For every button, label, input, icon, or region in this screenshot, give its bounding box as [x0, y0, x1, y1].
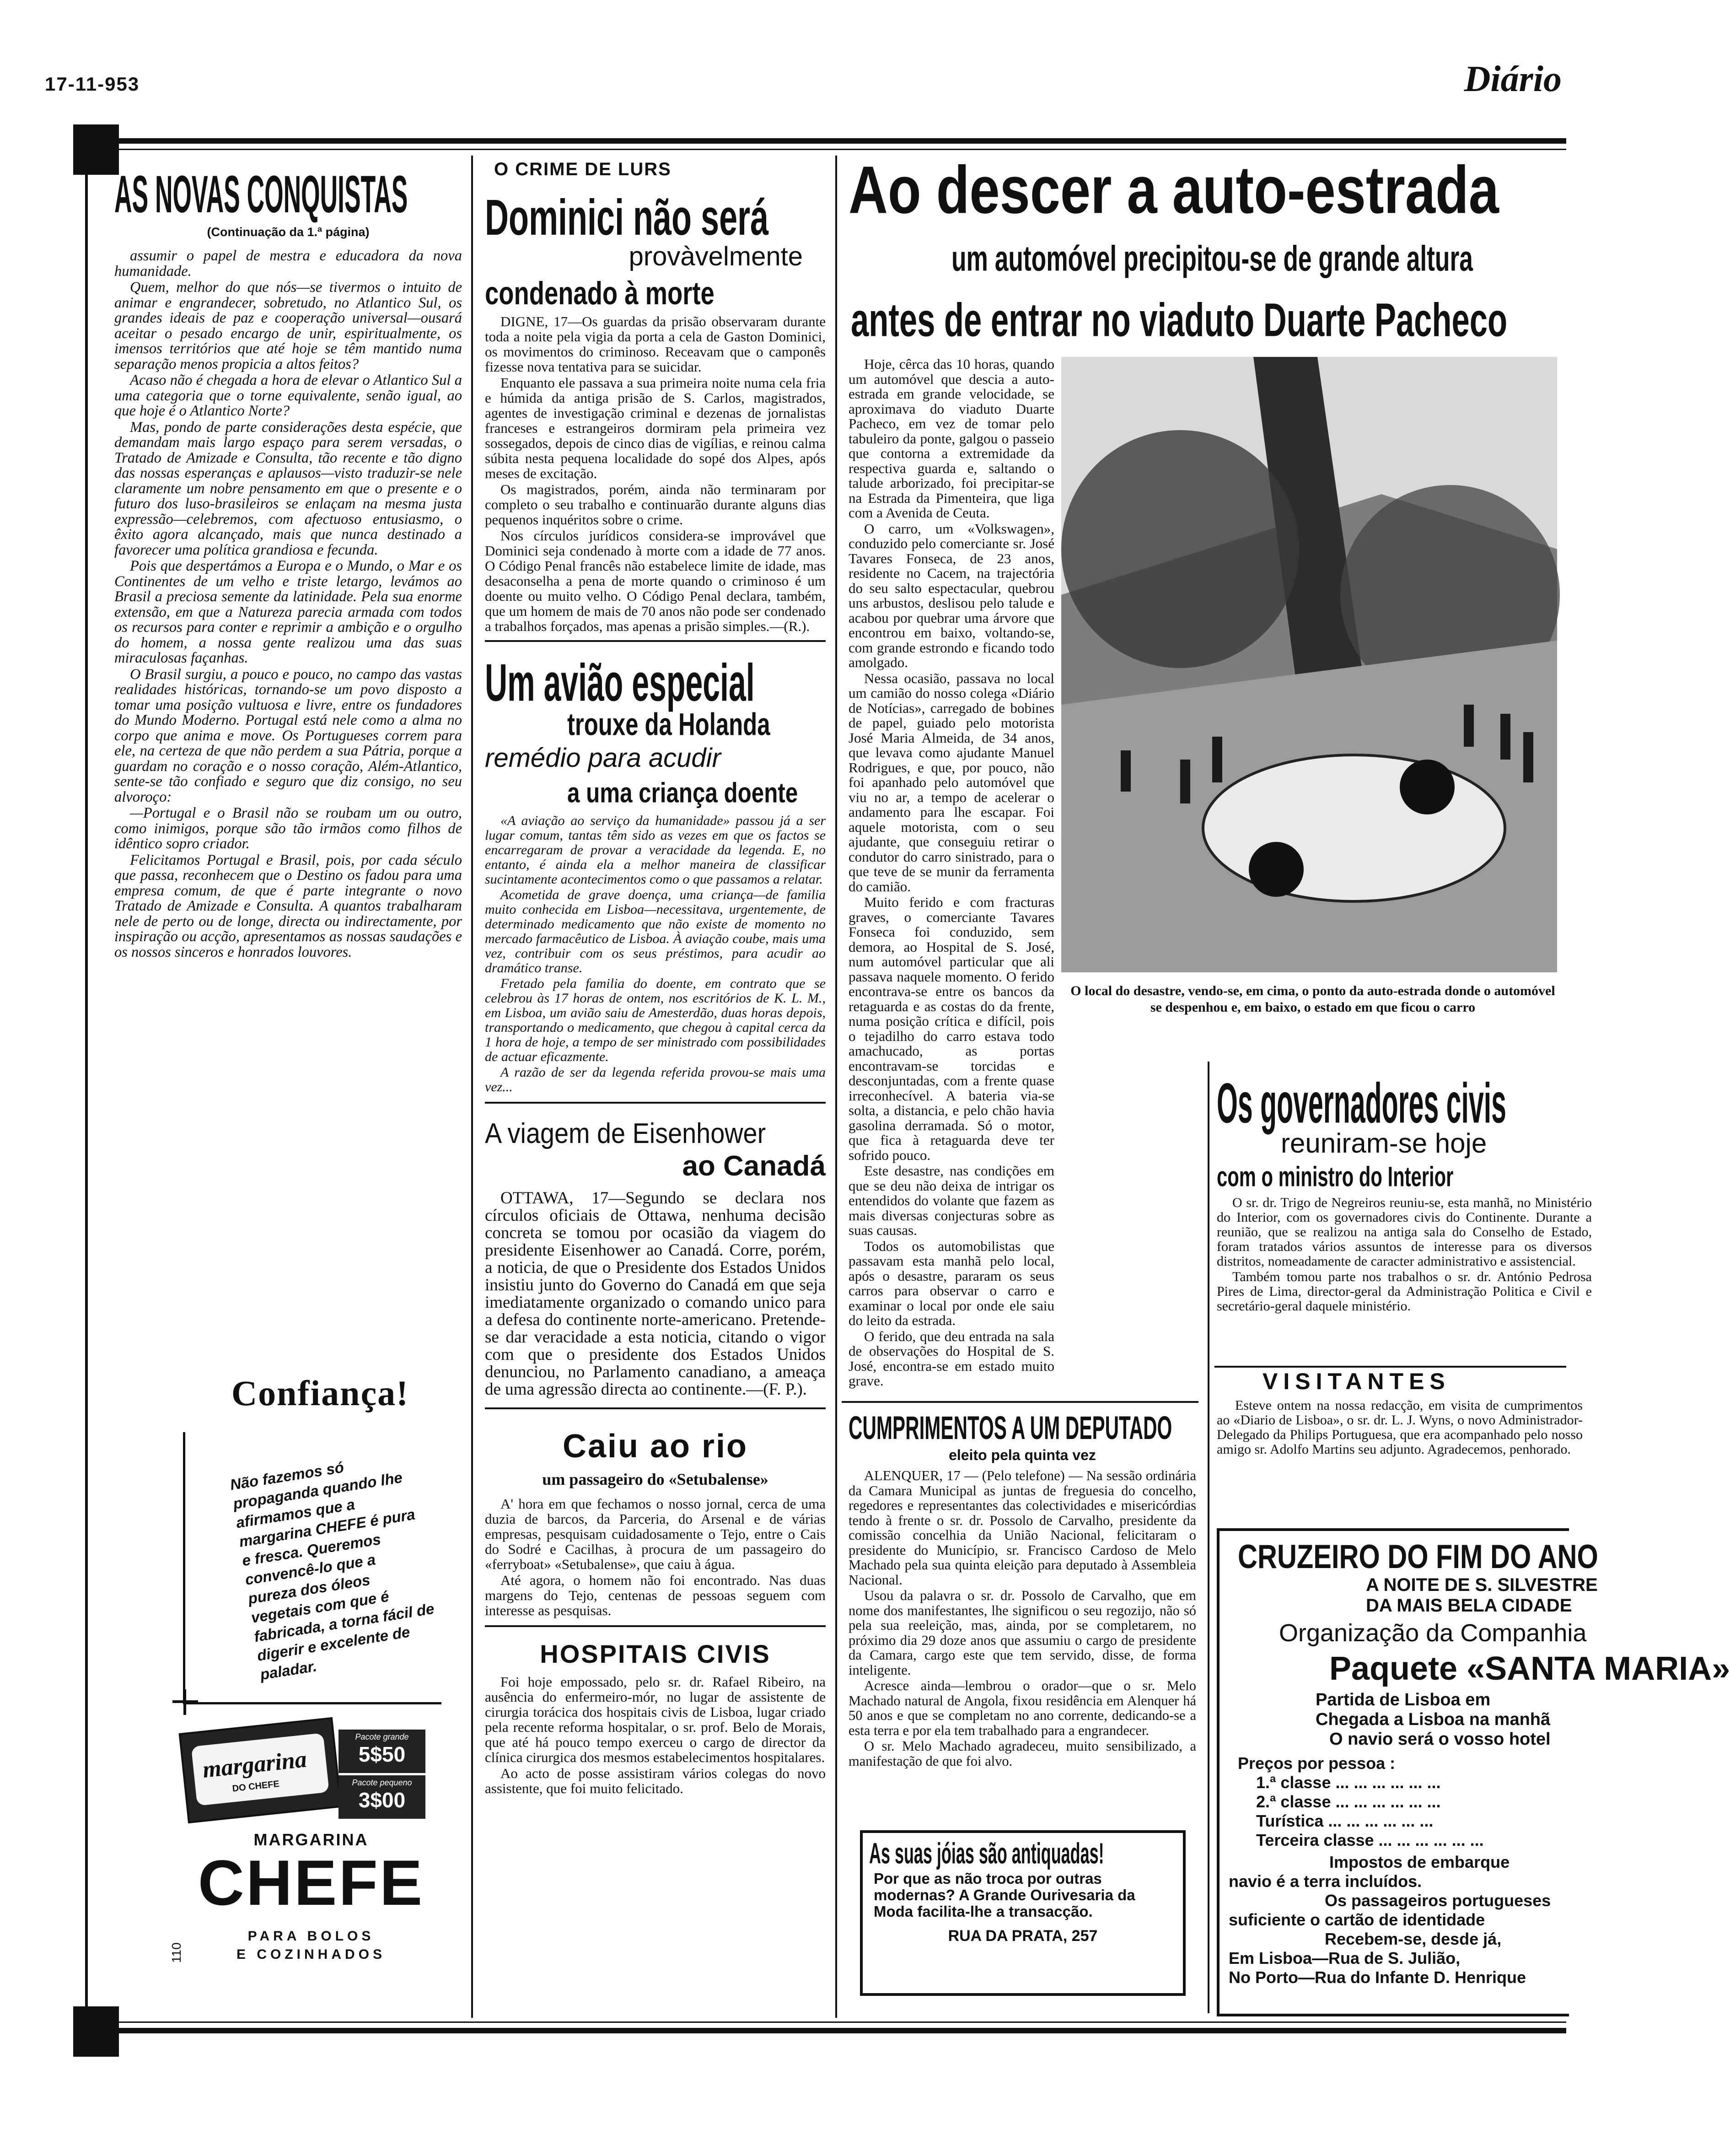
- ourivesaria-head: As suas jóias são antiquadas!: [869, 1837, 1104, 1870]
- ourivesaria-text: Por que as não troca por outras modernas? A Grande Ourivesaria da Moda facilita-lhe a transacção.: [874, 1870, 1135, 1920]
- hosp-head: HOSPITAIS CIVIS: [540, 1639, 771, 1668]
- caiu-body: [485, 1496, 826, 1618]
- rule-visitantes: [1214, 1366, 1566, 1368]
- main-body: [849, 357, 1054, 1390]
- gov-head-3: com o ministro do Interior: [1217, 1161, 1454, 1193]
- aviao-head-2: trouxe da Holanda: [567, 707, 770, 742]
- cruzeiro-passengers-2: suficiente o cartão de identidade: [1229, 1910, 1485, 1929]
- brand-big: CHEFE: [198, 1847, 424, 1919]
- caiu-head-2: um passageiro do «Setubalense»: [542, 1470, 768, 1488]
- eisen-head-1: A viagem de Eisenhower: [485, 1118, 766, 1149]
- aviao-paragraph: A razão de ser da legenda referida provou-se mais uma vez...: [485, 1065, 826, 1094]
- rule-right-col: [1208, 1062, 1209, 2013]
- col1-paragraph: Mas, pondo de parte considerações desta espécie, que demandam mais largo espaço para serem versadas, o Tratado de Amizade e Consulta, tão recente e tão digno das nossas esperanças e aplausos—visto traduzir-se nele claramente um nobre pensamento em que o presente e o futuro dos luso-brasileiros se enlaçam na mesma justa expressão—celebremos, com afectuoso entusiasmo, o êxito agora alcançado, mais que nunca destinado a favorecer uma política grandiosa e fecunda.: [114, 419, 462, 558]
- cruzeiro-passengers: Os passageiros portugueses: [1325, 1891, 1551, 1910]
- hosp-body: [485, 1674, 826, 1796]
- dominici-head-1: Dominici não será: [485, 189, 769, 246]
- top-rule-thick: [73, 138, 1566, 144]
- cruzeiro-sub-1: A NOITE DE S. SILVESTRE: [1366, 1575, 1598, 1595]
- eisen-body: [485, 1190, 826, 1398]
- visitantes-body: Esteve ontem na nossa redacção, em visita de cumprimentos ao «Diario de Lisboa», o sr. dr. L. J. Wyns, o novo Administrador-Delegado da Philips Portuguesa, que era acompanhado pelo nosso amigo sr. Adolfo Martins seu adjunto. Agradecemos, penhorado.: [1217, 1398, 1583, 1457]
- usage-2: E COZINHADOS: [236, 1947, 386, 1962]
- dominici-head-3: condenado à morte: [485, 275, 715, 312]
- col1-continuation: (Continuação da 1.ª página): [207, 225, 370, 239]
- dominici-paragraph: Os magistrados, porém, ainda não terminaram por completo o seu trabalho e continuarão durante alguns dias pequenos inquéritos sobre o crime.: [485, 481, 826, 528]
- main-head-3: antes de entrar no viaduto Duarte Pacheco: [851, 293, 1508, 346]
- deputado-head-1: CUMPRIMENTOS A UM DEPUTADO: [849, 1410, 1172, 1446]
- dominici-paragraph: Enquanto ele passava a sua primeira noite numa cela fria e húmida da antiga prisão de S. Carlos, magistrados, agentes de investigação criminal e dezenas de jornalistas franceses e estrangeiros dormiram pela primeira vez sossegados, depois de cinco dias de vigílias, e reinou calma súbita nesta pequena localidade do sopé dos Alpes, após meses de excitação.: [485, 375, 826, 481]
- ad-chefe-letter: Não fazemos só propaganda quando lhe afirmamos que a margarina CHEFE é pura e fresca. Queremos convencê-lo que a pureza dos óleos vegetais com que é fabricada, a torna fácil de digerir e excelente de paladar.: [229, 1458, 435, 1683]
- cruzeiro-class-row: Terceira classe ... ... ... ... ... ...: [1256, 1831, 1484, 1849]
- accident-photo-art: [1061, 357, 1557, 972]
- cruzeiro-class-row: 2.ª classe ... ... ... ... ... ...: [1256, 1792, 1441, 1811]
- margarine-pack: [179, 1717, 342, 1823]
- cruzeiro-taxes: Impostos de embarque: [1329, 1853, 1510, 1871]
- main-paragraph: Nessa ocasião, passava no local um camião do nosso colega «Diário de Notícias», carregado de bobines de papel, guiado pelo motorista José Maria Almeida, de 34 anos, que levava como ajudante Manuel Rodrigues, e que, por pouco, não foi apanhado pelo automóvel que viu no ar, a tempo de acelerar o andamento para lhe escapar. Foi aquele motorista, com o seu ajudante, que conseguiu retirar o condutor do carro sinistrado, para o que teve de se munir da ferramenta do camião.: [849, 670, 1054, 895]
- aviao-body: [485, 814, 826, 1094]
- photo-caption: O local do desastre, vendo-se, em cima, o ponto da auto-estrada donde o automóvel se despenhou e, em baixo, o estado em que ficou o carro: [1070, 983, 1555, 1015]
- cruzeiro-taxes-2: navio é a terra incluídos.: [1229, 1872, 1422, 1891]
- page-date: 17-11-953: [45, 73, 140, 95]
- main-paragraph: Todos os automobilistas que passavam esta manhã pelo local, após o desastre, pararam os seus carros para observar o carro e examinar o local por onde ele saiu do leito da estrada.: [849, 1238, 1054, 1328]
- dominici-head-2: provàvelmente: [629, 242, 803, 271]
- dominici-paragraph: DIGNE, 17—Os guardas da prisão observaram durante toda a noite pela vigia da porta a cela de Gaston Dominici, os movimentos do criminoso. Receavam que o camponês fizesse nova tentativa para se suicidar.: [485, 313, 826, 375]
- col1-article: [114, 165, 462, 961]
- top-rule-thin: [73, 149, 1566, 150]
- cruzeiro-class-row: Turística ... ... ... ... ... ...: [1256, 1811, 1434, 1830]
- col1-paragraph: Felicitamos Portugal e Brasil, pois, por cada século que passa, reconhecem que o Destino os fadou para uma empresa comum, de que é parte integrante o novo Tratado de Amizade e Consulta. A quantos trabalharam nele de perto ou de longe, directa ou indirectamente, por inspiração ou acção, apresentamos as nossas saudações e os nossos sinceros e honrados louvores.: [114, 852, 462, 960]
- ad-cruzeiro: [1217, 1528, 1730, 2016]
- main-paragraph: Hoje, cêrca das 10 horas, quando um automóvel que descia a auto-estrada em grande velocidade, se aproximava do viaduto Duarte Pacheco, em vez de tomar pelo tabuleiro da ponte, galgou o passeio que contorna a extremidade da respectiva guarda e, saltando o talude arborizado, foi precipitar-se na Estrada da Pimenteira, que liga com a Avenida de Ceuta.: [849, 356, 1054, 521]
- aviao-paragraph: Acometida de grave doença, uma criança—de familia muito conhecida em Lisboa—necessitava, urgentemente, de determinado medicamento que não existe de momento no mercado farmacêutico de Lisboa. À aviação coube, mais uma vez, contribuir com os seus préstimos, para acudir ao dramático transe.: [485, 887, 826, 976]
- cruzeiro-home: O navio será o vosso hotel: [1329, 1730, 1551, 1749]
- left-border: [85, 174, 88, 2018]
- governadores-article: [1217, 1071, 1592, 1364]
- aviao-paragraph: «A aviação ao serviço da humanidade» passou já a ser lugar comum, tantas têm sido as vezes em que os factos se encarregaram de provar a veracidade da legenda. E, no entanto, é ainda ela a melhor maneira de classificar sucintamente acontecimentos como o que passamos a relatar.: [485, 813, 826, 887]
- cruzeiro-org: Organização da Companhia: [1279, 1619, 1587, 1647]
- col2: [485, 156, 826, 1797]
- gov-paragraph: Também tomou parte nos trabalhos o sr. dr. António Pedrosa Pires de Lima, director-geral da Administração Politica e Civil e secretário-geral daquele ministério.: [1217, 1269, 1592, 1314]
- col1-title: AS NOVAS CONQUISTAS: [114, 165, 408, 224]
- price-tag-small: [338, 1775, 425, 1819]
- main-head-2: um automóvel precipitou-se de grande altura: [951, 238, 1473, 279]
- deputado-paragraph: Acresce ainda—lembrou o orador—que o sr. Melo Machado natural de Angola, fixou residência em Alenquer há 50 anos e que se completam no ano corrente, dedicando-se a esta terra e por ela tem trabalhado para a engrandecer.: [849, 1678, 1196, 1738]
- deputado-article: [849, 1409, 1196, 1769]
- ad-ourivesaria: [860, 1830, 1186, 1996]
- rule-dominici: [485, 640, 826, 642]
- deputado-body: [849, 1468, 1196, 1768]
- caiu-paragraph: A' hora em que fechamos o nosso jornal, cerca de uma duzia de barcos, da Parceria, do Arsenal e de várias empresas, pesquisam cuidadosamente o Tejo, entre o Cais do Sodré e Cacilhas, à procura de um passageiro do «ferryboat» «Setubalense», que caiu à água.: [485, 1496, 826, 1572]
- ad-ref-number: 110: [169, 1942, 183, 1963]
- aviao-head-3: remédio para acudir: [485, 743, 721, 773]
- gov-body: [1217, 1196, 1592, 1314]
- gov-head-2: reuniram-se hoje: [1281, 1128, 1487, 1159]
- price-small-label: Pacote pequeno: [352, 1778, 412, 1787]
- cruzeiro-sub-2: DA MAIS BELA CIDADE: [1366, 1595, 1572, 1616]
- deputado-paragraph: Usou da palavra o sr. dr. Possolo de Carvalho, que em nome dos manifestantes, lhe significou o seu regozijo, não só pela sua reeleição, mas, ainda, por se completarem, no próximo dia 29 doze anos que assumiu o cargo de presidente da Camara, cargo este que tem servido, disse, de forma inteligente.: [849, 1588, 1196, 1678]
- ad-chefe-slogan: Confiança!: [231, 1373, 409, 1413]
- col1-paragraph: O Brasil surgiu, a pouco e pouco, no campo das vastas realidades históricas, tornando-se um povo disposto a tomar uma posição vultuosa e livre, entre os fundadores do Mundo Moderno. Portugal está nele como a alma no corpo que anima e move. Os Portugueses correm para ele, na certeza de que não perdem a sua Pátria, porque a guardam no coração e o nosso coração, Além-Atlantico, sente-se tão confiado e seguro que diz consigo, no seu alvoroço:: [114, 666, 462, 805]
- col1-paragraph: Acaso não é chegada a hora de elevar o Atlantico Sul a uma categoria que o torne equivalente, senão igual, ao que hoje é o Atlantico Norte?: [114, 372, 462, 419]
- rule-eisen: [485, 1407, 826, 1409]
- col1-body: [114, 248, 462, 960]
- cruzeiro-arrival: Chegada a Lisboa na manhã: [1316, 1710, 1551, 1729]
- bottom-rule-thin: [73, 2021, 1566, 2023]
- ad-chefe: [169, 1373, 467, 2004]
- rule-caiu: [485, 1625, 826, 1627]
- dominici-paragraph: Nos círculos jurídicos considera-se improvável que Dominici seja condenado à morte com a idade de 77 anos. O Código Penal francês não estabelece limite de idade, mas desaconselha a pena de morte quando o criminoso é um doente ou muito velho. O Código Penal declara, também, que um homem de mais de 70 anos não pode ser condenado a trabalhos forçados, mas apenas a prisão simples.—(R.).: [485, 528, 826, 634]
- deputado-head-2: eleito pela quinta vez: [949, 1447, 1096, 1463]
- hosp-paragraph: Foi hoje empossado, pelo sr. dr. Rafael Ribeiro, na ausência do enfermeiro-mór, no lugar de assistente de cirurgia torácica dos hospitais civis de Lisboa, lugar criado pela recente reforma hospitalar, o sr. prof. Belo de Morais, que até há pouco tempo exerceu o cargo de director da clínica cirurgica dos mesmos estabelecimentos hospitalares.: [485, 1674, 826, 1765]
- ourivesaria-address: RUA DA PRATA, 257: [948, 1927, 1098, 1945]
- col1-paragraph: Pois que despertámos a Europa e o Mundo, o Mar e os Continentes de um velho e triste letargo, levámos ao Brasil a preciosa semente da latinidade. Pela sua enorme extensão, em que a Natureza parecia armada com todos os recursos para conter e reprimir a ambição e o orgulho do homem, a nossa gente realizou uma das suas miraculosas façanhas.: [114, 558, 462, 666]
- price-big-label: Pacote grande: [355, 1732, 409, 1741]
- masthead-logo: Diário: [1464, 59, 1562, 99]
- col-divider-1: [471, 156, 473, 2018]
- main-head-1: Ao descer a auto-estrada: [849, 152, 1499, 227]
- aviao-head-4: a uma criança doente: [567, 777, 798, 809]
- cruzeiro-ship: Paquete «SANTA MARIA»: [1329, 1650, 1730, 1687]
- aviao-paragraph: Fretado pela familia do doente, em contrato que se celebrou às 17 horas de ontem, nos escritórios de K. L. M., em Lisboa, um avião saiu de Amesterdão, duas horas depois, transportando o medicamento, que chegou à capital cerca da 1 hora de hoje, a tempo de ser ministrado com possibilidades de actuar eficazmente.: [485, 976, 826, 1064]
- cruzeiro-prices-label: Preços por pessoa :: [1238, 1754, 1396, 1773]
- cruzeiro-departure: Partida de Lisboa em: [1316, 1690, 1491, 1709]
- brand-small: MARGARINA: [253, 1830, 369, 1849]
- deputado-paragraph: O sr. Melo Machado agradeceu, muito sensibilizado, a manifestação de que foi alvo.: [849, 1738, 1196, 1769]
- deputado-paragraph: ALENQUER, 17 — (Pelo telefone) — Na sessão ordinária da Camara Municipal as juntas de freguesia do concelho, regedores e representantes das colectividades e misericórdias tendo à frente o sr. dr. Possolo de Carvalho, presidente da comissão concelhia da União Nacional, felicitaram o presidente do Município, sr. Francisco Cardoso de Melo Machado pela sua quinta eleição para deputado à Assembleia Nacional.: [849, 1468, 1196, 1588]
- bottom-rule-thick: [73, 2028, 1566, 2033]
- cruzeiro-class-row: 1.ª classe ... ... ... ... ... ...: [1256, 1773, 1441, 1792]
- dominici-kicker: O CRIME DE LURS: [494, 159, 672, 179]
- visitantes-article: [1217, 1368, 1583, 1519]
- ad-chefe-letter-box: [183, 1432, 441, 1704]
- cruzeiro-porto: No Porto—Rua do Infante D. Henrique: [1229, 1968, 1526, 1987]
- main-paragraph: O ferido, que deu entrada na sala de observações do Hospital de S. José, encontra-se em estado muito grave.: [849, 1328, 1054, 1389]
- eisen-head-2: ao Canadá: [682, 1150, 826, 1182]
- aviao-head-1: Um avião especial: [485, 653, 755, 712]
- price-small: 3$00: [358, 1788, 406, 1812]
- left-marker: [73, 124, 119, 175]
- caiu-head-1: Caiu ao rio: [562, 1428, 748, 1465]
- visitantes-head: VISITANTES: [1263, 1369, 1451, 1394]
- dominici-body: [485, 314, 826, 634]
- hosp-paragraph: Ao acto de posse assistiram vários colegas do novo assistente, que foi muito felicitado.: [485, 1765, 826, 1796]
- main-paragraph: Muito ferido e com fracturas graves, o comerciante Tavares Fonseca foi conduzido, sem demora, ao Hospital de S. José, num automóvel particular que ali passava naquele momento. O ferido encontrava-se entre os bancos da retaguarda e as costas do da frente, numa posição crítica e difícil, pois o tejadilho do carro estava todo amachucado, as portas encontravam-se torcidas e desconjuntadas, com a frente quase irreconhecível. A bateria via-se solta, a distancia, e pelo chão havia gasolina derramada. Só o motor, que fica à retaguarda deve ter sofrido pouco.: [849, 894, 1054, 1163]
- cross-mark: [172, 1689, 198, 1715]
- cruzeiro-receive: Recebem-se, desde já,: [1325, 1930, 1502, 1948]
- cruzeiro-head: CRUZEIRO DO FIM DO ANO: [1238, 1538, 1598, 1575]
- main-paragraph: Este desastre, nas condições em que se deu não deixa de intrigar os entendidos do volante que fazem as mais diversas conjecturas sobre as suas causas.: [849, 1163, 1054, 1238]
- main-paragraph: O carro, um «Volkswagen», conduzido pelo comerciante sr. José Tavares Fonseca, de 23 anos, residente no Cacem, na trajectória do seu salto espectacular, quebrou uns arbustos, deslisou pelo talude e acabou por quebrar uma árvore que encontrou em baixo, voltando-se, com grande estrondo e ficando todo amolgado.: [849, 520, 1054, 670]
- gov-head-1: Os governadores civis: [1217, 1072, 1506, 1135]
- pack-brand: margarina: [201, 1746, 308, 1783]
- cruzeiro-classes: [1256, 1773, 1569, 1850]
- price-tag-big: [338, 1730, 425, 1773]
- col1-paragraph: assumir o papel de mestra e educadora da nova humanidade.: [114, 248, 462, 280]
- gov-paragraph: O sr. dr. Trigo de Negreiros reuniu-se, esta manhã, no Ministério do Interior, com os governadores civis do Continente. Durante a reunião, que se realizou na antiga sala do Conselho de Estado, foram tratados vários assuntos de interesse para os diversos distritos, nomeadamente de caracter administrativo e assistencial.: [1217, 1195, 1592, 1269]
- caiu-paragraph: Até agora, o homem não foi encontrado. Nas duas margens do Tejo, centenas de pessoas seguem com interesse as pesquisas.: [485, 1572, 826, 1618]
- price-big: 5$50: [358, 1742, 406, 1766]
- col1-paragraph: —Portugal e o Brasil não se roubam um ou outro, como inimigos, porque são tão irmãos como filhos de idêntico sopro criador.: [114, 805, 462, 852]
- rule-aviao: [485, 1102, 826, 1104]
- col-divider-2: [835, 156, 837, 2018]
- eisen-paragraph: OTTAWA, 17—Segundo se declara nos círculos oficiais de Ottawa, nenhuma decisão concreta se tomou por ocasião da viagem do presidente Eisenhower ao Canadá. Corre, porém, a noticia, de que o Presidente dos Estados Unidos insistiu junto do Governo do Canadá em que seja imediatamente organizado o comando unico para a defesa do continente norte-americano. Pretende-se dar veracidade a esta noticia, citando o vigor com que o presidente dos Estados Unidos denunciou, no Parlamento canadiano, a ameaça de uma agressão directa ao continente.—(F. P.).: [485, 1189, 826, 1399]
- col1-paragraph: Quem, melhor do que nós—se tivermos o intuito de animar e engrandecer, sobretudo, no Atlantico Sul, os grandes ideais de paz e cooperação universal—ousará aceitar o pesado encargo de unir, espiritualmente, os imensos territórios que até hoje se têm mantido numa separação menos propicia a altos feitos?: [114, 279, 462, 372]
- pack-sub: DO CHEFE: [231, 1779, 280, 1794]
- cruzeiro-lisbon: Em Lisboa—Rua de S. Julião,: [1229, 1949, 1461, 1967]
- accident-photo: [1061, 357, 1557, 972]
- usage-1: PARA BOLOS: [247, 1929, 375, 1944]
- rule-main: [842, 1401, 1198, 1403]
